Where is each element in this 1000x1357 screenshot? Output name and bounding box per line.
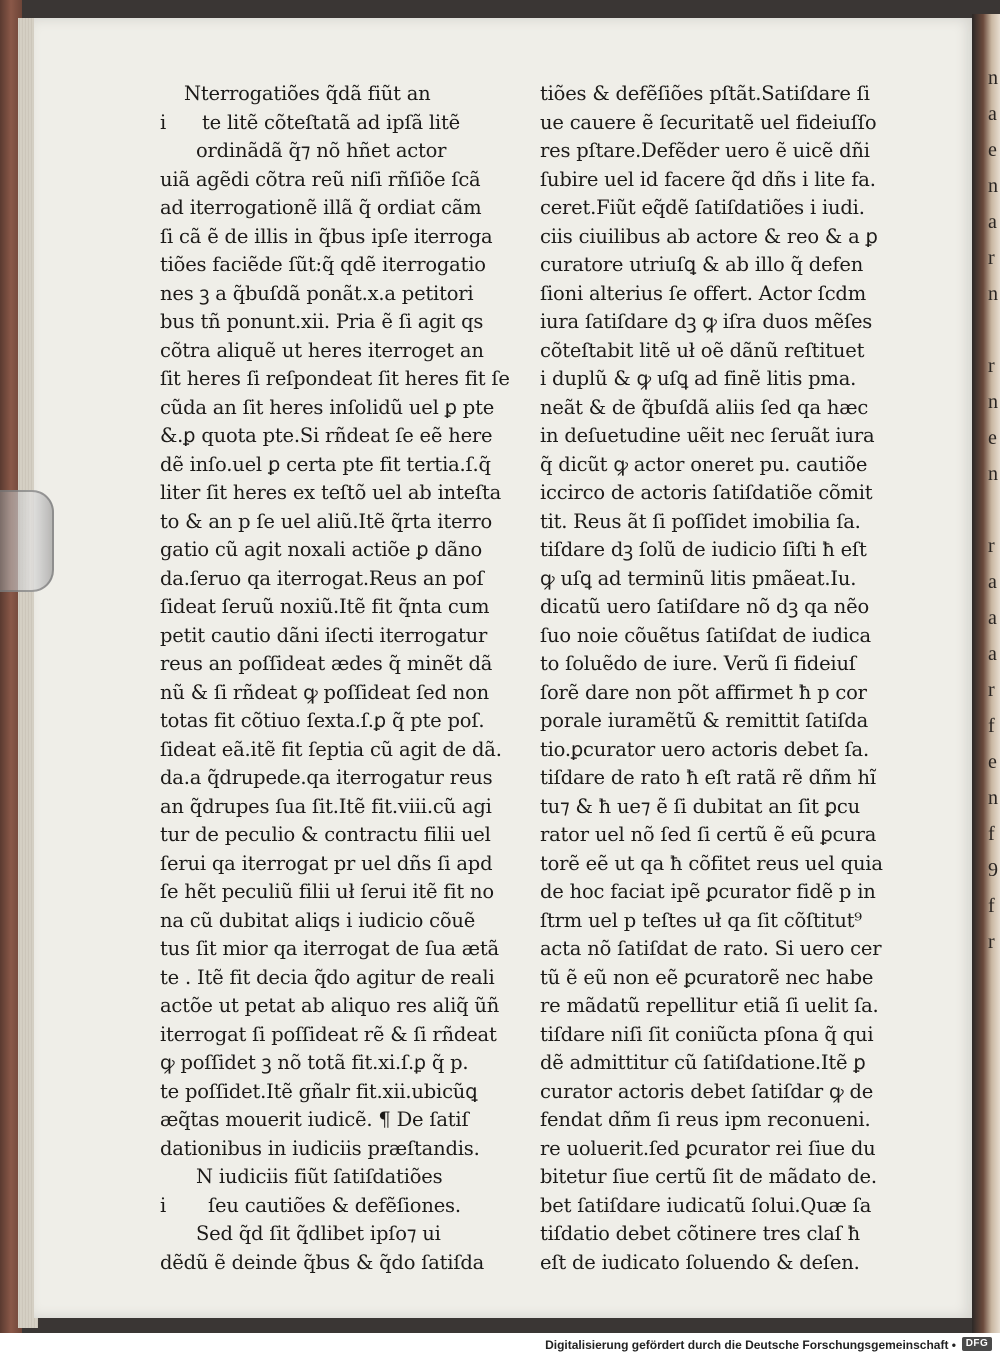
right-column-line: curator actoris debet ſatiſdar ꝙ de bbox=[540, 1079, 874, 1103]
left-column-line: ſi cã ẽ de illis in q̃bus ipſe iterroga bbox=[160, 224, 493, 248]
left-column-line: Nterrogatiões q̃dã fiũt an bbox=[160, 82, 431, 105]
left-column-line: &.ꝑ quota pte.Si rñdeat ſe eẽ here bbox=[160, 424, 493, 447]
right-column-line: tiſdare niſi ſit coniũcta pſona q̃ qui bbox=[540, 1022, 874, 1046]
left-column-line: gatio cũ agit noxali actiõe ꝑ dãno bbox=[160, 538, 483, 561]
right-column-line: tio.ꝑcurator uero actoris debet ſa. bbox=[540, 737, 869, 761]
right-column-line: re uoluerit.ſed ꝑcurator rei ſiue du bbox=[540, 1136, 876, 1160]
left-column-line: tiões faciẽde ſũt:q̃ qdẽ iterrogatio bbox=[160, 253, 486, 276]
right-column-line: tiſdatio debet cõtinere tres claſ ħ bbox=[540, 1222, 861, 1245]
left-column-line: æq̃tas mouerit iudicẽ. ¶ De ſatiſ bbox=[160, 1108, 469, 1131]
left-column-line: petit cautio dãni iſecti iterrogatur bbox=[160, 623, 488, 647]
right-column-line: eſt de iudicato ſoluendo & deſen. bbox=[540, 1250, 860, 1274]
right-column-line: ſioni alterius ſe offert. Actor ſcdm bbox=[540, 281, 866, 305]
left-column-line: cõtra aliquẽ ut heres iterroget an bbox=[160, 338, 484, 362]
right-column-line: tit. Reus ãt ſi poſſidet imobilia ſa. bbox=[540, 509, 861, 533]
left-column-line: ſideat eã.itẽ fit ſeptia cũ agit de dã. bbox=[160, 737, 502, 761]
right-column-line: ciis ciuilibus ab actore & reo & a ꝑ bbox=[540, 224, 878, 248]
right-column-line: tiſdare dꝫ ſolũ de iudicio ſiſti ħ eſt bbox=[540, 538, 867, 561]
right-column-line: ſorẽ dare non põt affirmet ħ p cor bbox=[540, 680, 867, 704]
left-column-line: i te litẽ cõteſtatã ad ipſã litẽ bbox=[160, 110, 460, 134]
left-column-line: actõe ut petat ab aliquo res aliq̃ ũñ bbox=[160, 994, 500, 1017]
left-column-line: da.a q̃drupede.qa iterrogatur reus bbox=[160, 766, 493, 789]
left-column-line: te poſſidet.Itẽ gñalr fit.xii.ubicũꝗ bbox=[160, 1079, 478, 1103]
left-column-line: ad iterrogationẽ illã q̃ ordiat cãm bbox=[160, 196, 482, 219]
right-column-line: ſubire uel id facere q̃d dñs i lite fa. bbox=[540, 167, 876, 191]
left-column-line: ſit heres ſi reſpondeat ſit heres fit ſe bbox=[160, 367, 510, 390]
right-column-line: i duplũ & ꝙ uſꝗ ad finẽ litis pma. bbox=[540, 367, 857, 390]
left-column-line: to & an p ſe uel aliũ.Itẽ q̃rta iterro bbox=[160, 509, 493, 533]
left-column-line: N iudiciis fiũt ſatiſdatiões bbox=[160, 1165, 443, 1188]
right-column-line: re mãdatũ repellitur etiã ſi uelit ſa. bbox=[540, 994, 879, 1017]
left-column-line: dẽ inſo.uel ꝑ certa pte fit tertia.ſ.q̃ bbox=[160, 452, 491, 476]
adjacent-page-fragments: n a e n a r n r n e n r a a a r f e n f 9 f r bbox=[988, 67, 998, 953]
right-column-line: to ſoluẽdo de iure. Verũ ſi fideiuſ bbox=[540, 652, 856, 675]
left-column-line: bus tñ ponunt.xii. Pria ẽ ſi agit qs bbox=[160, 310, 484, 333]
right-column-line: res pſtare.Defẽder uero ẽ uicẽ dñi bbox=[540, 139, 870, 162]
left-column-line: ſe hẽt peculiũ filii uł ſerui itẽ fit no bbox=[160, 880, 494, 903]
funding-credit: Digitalisierung gefördert durch die Deutsche Forschungsgemeinschaft • bbox=[545, 1338, 956, 1352]
right-column-line: porale iuramẽtũ & remittit ſatiſda bbox=[540, 709, 869, 732]
left-column-line: da.ſeruo qa iterrogat.Reus an poſ bbox=[160, 566, 484, 590]
left-column-line: te . Itẽ fit decia q̃do agitur de reali bbox=[160, 965, 495, 989]
right-column-line: tũ ẽ eũ non eẽ ꝑcuratorẽ nec habe bbox=[540, 965, 874, 989]
left-column-line: i ſeu cautiões & defẽſiones. bbox=[160, 1193, 461, 1217]
right-column-line: ue cauere ẽ ſecuritatẽ uel fideiuſſo bbox=[540, 110, 877, 134]
right-column-line: curatore utriuſꝗ & ab illo q̃ defen bbox=[540, 253, 864, 276]
left-column-line: nũ & ſi rñdeat ꝙ poſſideat ſed non bbox=[160, 680, 490, 704]
left-column-line: Sed q̃d ſit q̃dlibet ipſo⁊ ui bbox=[160, 1222, 441, 1245]
right-column-line: bet ſatiſdare iudicatũ ſolui.Quæ ſa bbox=[540, 1193, 872, 1217]
right-column-line: acta nõ ſatiſdat de rato. Si uero cer bbox=[540, 937, 882, 960]
right-column-line: neãt & de q̃buſdã aliis ſed qa hæc bbox=[540, 395, 869, 419]
right-column-line: iccirco de actoris ſatiſdatiõe cõmit bbox=[540, 481, 873, 504]
right-column-line: rator uel nõ ſed ſi certũ ẽ eũ ꝑcura bbox=[540, 823, 877, 846]
right-column-line: iura ſatiſdare dꝫ ꝙ iſra duos mẽſes bbox=[540, 310, 873, 333]
left-column-line: ordinãdã q̃⁊ nõ hñet actor bbox=[160, 139, 447, 162]
right-column-line: bitetur ſiue certũ ſit de mãdato de. bbox=[540, 1165, 877, 1188]
right-column-line: torẽ eẽ ut qa ħ cõfitet reus uel quia bbox=[540, 851, 883, 875]
left-column-line: nes ꝫ a q̃buſdã ponãt.x.a petitori bbox=[160, 281, 474, 305]
left-column-line: na cũ dubitat aliqs i iudicio cõuẽ bbox=[160, 908, 476, 932]
right-column-line: ſtrm uel p teſtes uł qa ſit cõſtitut⁹ bbox=[540, 908, 862, 932]
left-column-line: tus ſit mior qa iterrogat de ſua ætã bbox=[160, 937, 499, 960]
right-column-line: ſuo noie cõuẽtus ſatiſdat de iudica bbox=[540, 623, 871, 647]
left-column-line: totas fit cõtiuo ſexta.ſ.ꝑ q̃ pte poſ. bbox=[160, 709, 485, 732]
right-column-line: q̃ dicũt ꝙ actor oneret pu. cautiõe bbox=[540, 452, 868, 476]
text-column-left bbox=[160, 80, 550, 1277]
right-column-line: dẽ admittitur cũ ſatiſdatione.Itẽ ꝑ bbox=[540, 1051, 866, 1074]
left-column-line: dationibus in iudiciis præſtandis. bbox=[160, 1136, 480, 1160]
right-column-line: tiões & defẽſiões pſtãt.Satiſdare ſi bbox=[540, 82, 870, 105]
right-column-line: tiſdare de rato ħ eſt ratã rẽ dñm hĩ bbox=[540, 766, 876, 789]
clip-clasp bbox=[0, 490, 54, 592]
left-column-line: ꝙ poſſidet ꝫ nõ totã fit.xi.ſ.ꝑ q̃ p. bbox=[160, 1051, 469, 1074]
right-column-line: ꝙ uſꝗ ad terminũ litis pmãeat.Iu. bbox=[540, 566, 857, 590]
left-column-line: an q̃drupes ſua ſit.Itẽ fit.viii.cũ agi bbox=[160, 794, 492, 818]
left-column-line: iterrogat ſi poſſideat rẽ & ſi rñdeat bbox=[160, 1022, 497, 1046]
left-column-line: ſideat ſeruũ noxiũ.Itẽ fit q̃nta cum bbox=[160, 595, 490, 618]
left-column-line: reus an poſſideat ædes q̃ minẽt dã bbox=[160, 652, 493, 675]
right-column-line: ceret.Fiũt eq̃dẽ ſatiſdatiões i iudi. bbox=[540, 196, 865, 219]
right-column-line: fendat dñm ſi reus ipm reconueni. bbox=[540, 1108, 871, 1131]
left-column-line: cũda an ſit heres inſolidũ uel ꝑ pte bbox=[160, 395, 495, 419]
right-column-line: de hoc faciat ipẽ ꝑcurator fidẽ p in bbox=[540, 880, 876, 903]
right-column-line: cõteſtabit litẽ uł oẽ dãnũ reſtituet bbox=[540, 338, 865, 362]
text-column-right bbox=[540, 80, 950, 1277]
left-column-line: dẽdũ ẽ deinde q̃bus & q̃do ſatiſda bbox=[160, 1250, 485, 1274]
right-column-line: dicatũ uero ſatiſdare nõ dꝫ qa nẽo bbox=[540, 595, 870, 618]
left-column-line: liter ſit heres ex teſtõ uel ab inteſta bbox=[160, 481, 502, 504]
left-column-line: ſerui qa iterrogat pr uel dñs ſi apd bbox=[160, 851, 493, 875]
book-page bbox=[34, 18, 974, 1318]
right-column-line: tu⁊ & ħ ue⁊ ẽ ſi dubitat an ſit ꝑcu bbox=[540, 794, 860, 818]
left-column-line: tur de peculio & contractu filii uel bbox=[160, 823, 491, 846]
right-column-line: in deſuetudine uẽit nec ſeruãt iura bbox=[540, 424, 875, 447]
left-column-line: uiã agẽdi cõtra reũ niſi rñſiõe ſcã bbox=[160, 167, 481, 191]
dfg-logo: DFG bbox=[962, 1337, 992, 1351]
